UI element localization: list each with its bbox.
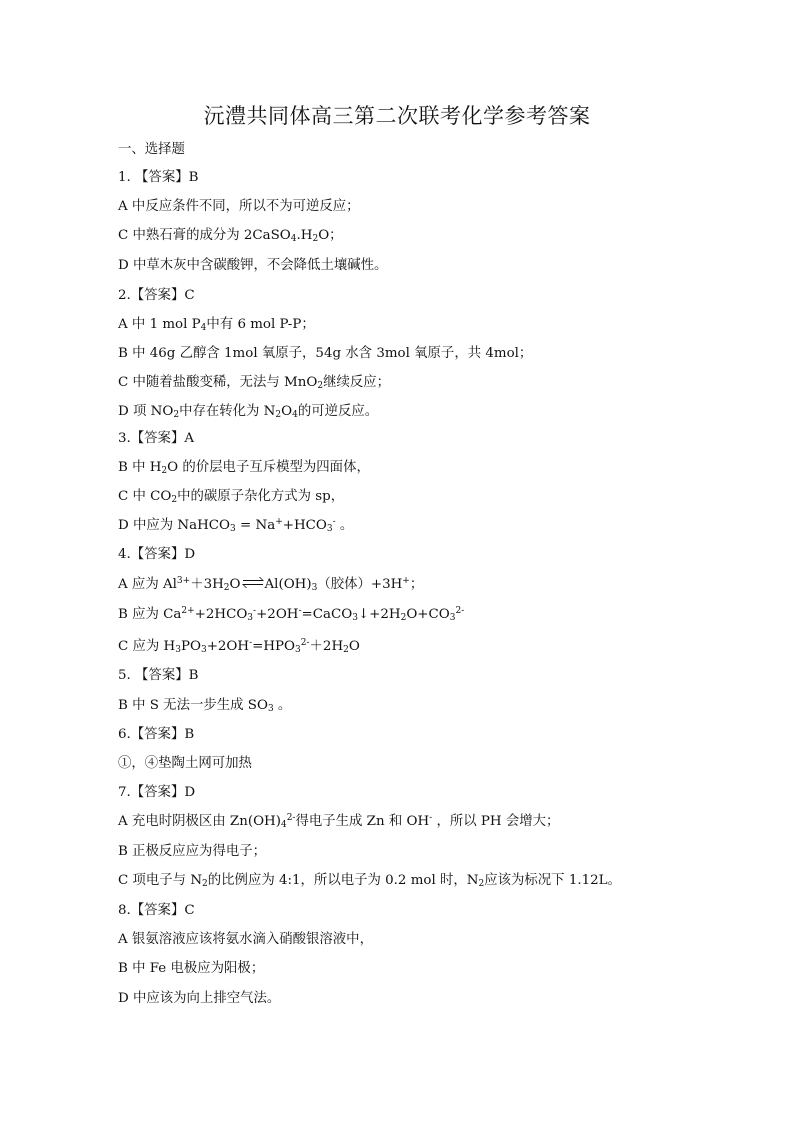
q1-answer: 1. 【答案】B: [118, 170, 199, 185]
q1-explain-c: C 中熟石膏的成分为 $2CaSO_4.H_2O$；: [118, 228, 343, 244]
section-heading: 一、选择题: [118, 142, 185, 157]
q7-explain-c: C 项电子与 $N_2$的比例应为 4:1，所以电子为 0.2 mol 时，$N_2$应该为标况下 1.12L。: [118, 873, 621, 889]
q2-explain-d: D 项 $NO_2$中存在转化为 $N_2O_4$的可逆反应。: [118, 404, 379, 420]
page-title: 沅澧共同体高三第二次联考化学参考答案: [203, 104, 591, 128]
q2-answer: 2.【答案】C: [118, 288, 195, 303]
q4-answer: 4.【答案】D: [118, 547, 196, 562]
q8-explain-a: A 银氨溶液应该将氨水滴入硝酸银溶液中，: [118, 932, 373, 947]
reversible-arrow-icon: [242, 577, 264, 589]
q2-explain-a: A 中 1 mol $P_4$中有 6 mol P-P；: [118, 317, 315, 333]
q2-explain-b: B 中 46g 乙醇含 1mol 氧原子，54g 水含 3mol 氧原子，共 4mol；: [118, 346, 533, 361]
q3-explain-b: B 中 $H_2O$ 的价层电子互斥模型为四面体，: [118, 460, 370, 476]
q7-answer: 7.【答案】D: [118, 785, 196, 800]
q8-answer: 8.【答案】C: [118, 903, 195, 918]
q6-explain: ①，④垫陶土网可加热: [118, 756, 252, 771]
q8-explain-b: B 中 Fe 电极应为阳极；: [118, 961, 265, 976]
q5-answer: 5. 【答案】B: [118, 668, 199, 683]
q4-explain-b: B 应为 $Ca^{2+}+2HCO_3^-+2OH^-=CaCO_3↓+2H_2O+CO_3^{2-}$: [118, 606, 465, 623]
q6-answer: 6.【答案】B: [118, 727, 195, 742]
q1-explain-d: D 中草木灰中含碳酸钾，不会降低土壤碱性。: [118, 258, 388, 273]
q3-answer: 3.【答案】A: [118, 431, 195, 446]
q2-explain-c: C 中随着盐酸变稀，无法与 MnO$_2$继续反应；: [118, 375, 391, 391]
q3-explain-c: C 中 $CO_2$中的碳原子杂化方式为 sp，: [118, 489, 345, 505]
q3-explain-d: D 中应为 NaHCO$_3$ = $Na^++HCO_3^-$ 。: [118, 517, 354, 534]
q8-explain-d: D 中应该为向上排空气法。: [118, 991, 281, 1006]
q4-explain-a: A 应为 $Al^{3+}+3H_2O$ $Al(OH)_3$（胶体）+3H+；: [118, 576, 424, 593]
q7-explain-b: B 正极反应应为得电子；: [118, 844, 267, 859]
q5-explain-b: B 中 S 无法一步生成 $SO_3$ 。: [118, 698, 292, 714]
q4-explain-c: C 应为 $H_3PO_3+2OH^-=HPO_3^{2-}+2H_2O$: [118, 638, 360, 655]
q1-explain-a: A 中反应条件不同，所以不为可逆反应；: [118, 199, 360, 214]
q7-explain-a: A 充电时阴极区由 $Zn(OH)_4^{2-}$得电子生成 Zn 和 OH- ，所以 PH 会增大；: [118, 813, 560, 830]
